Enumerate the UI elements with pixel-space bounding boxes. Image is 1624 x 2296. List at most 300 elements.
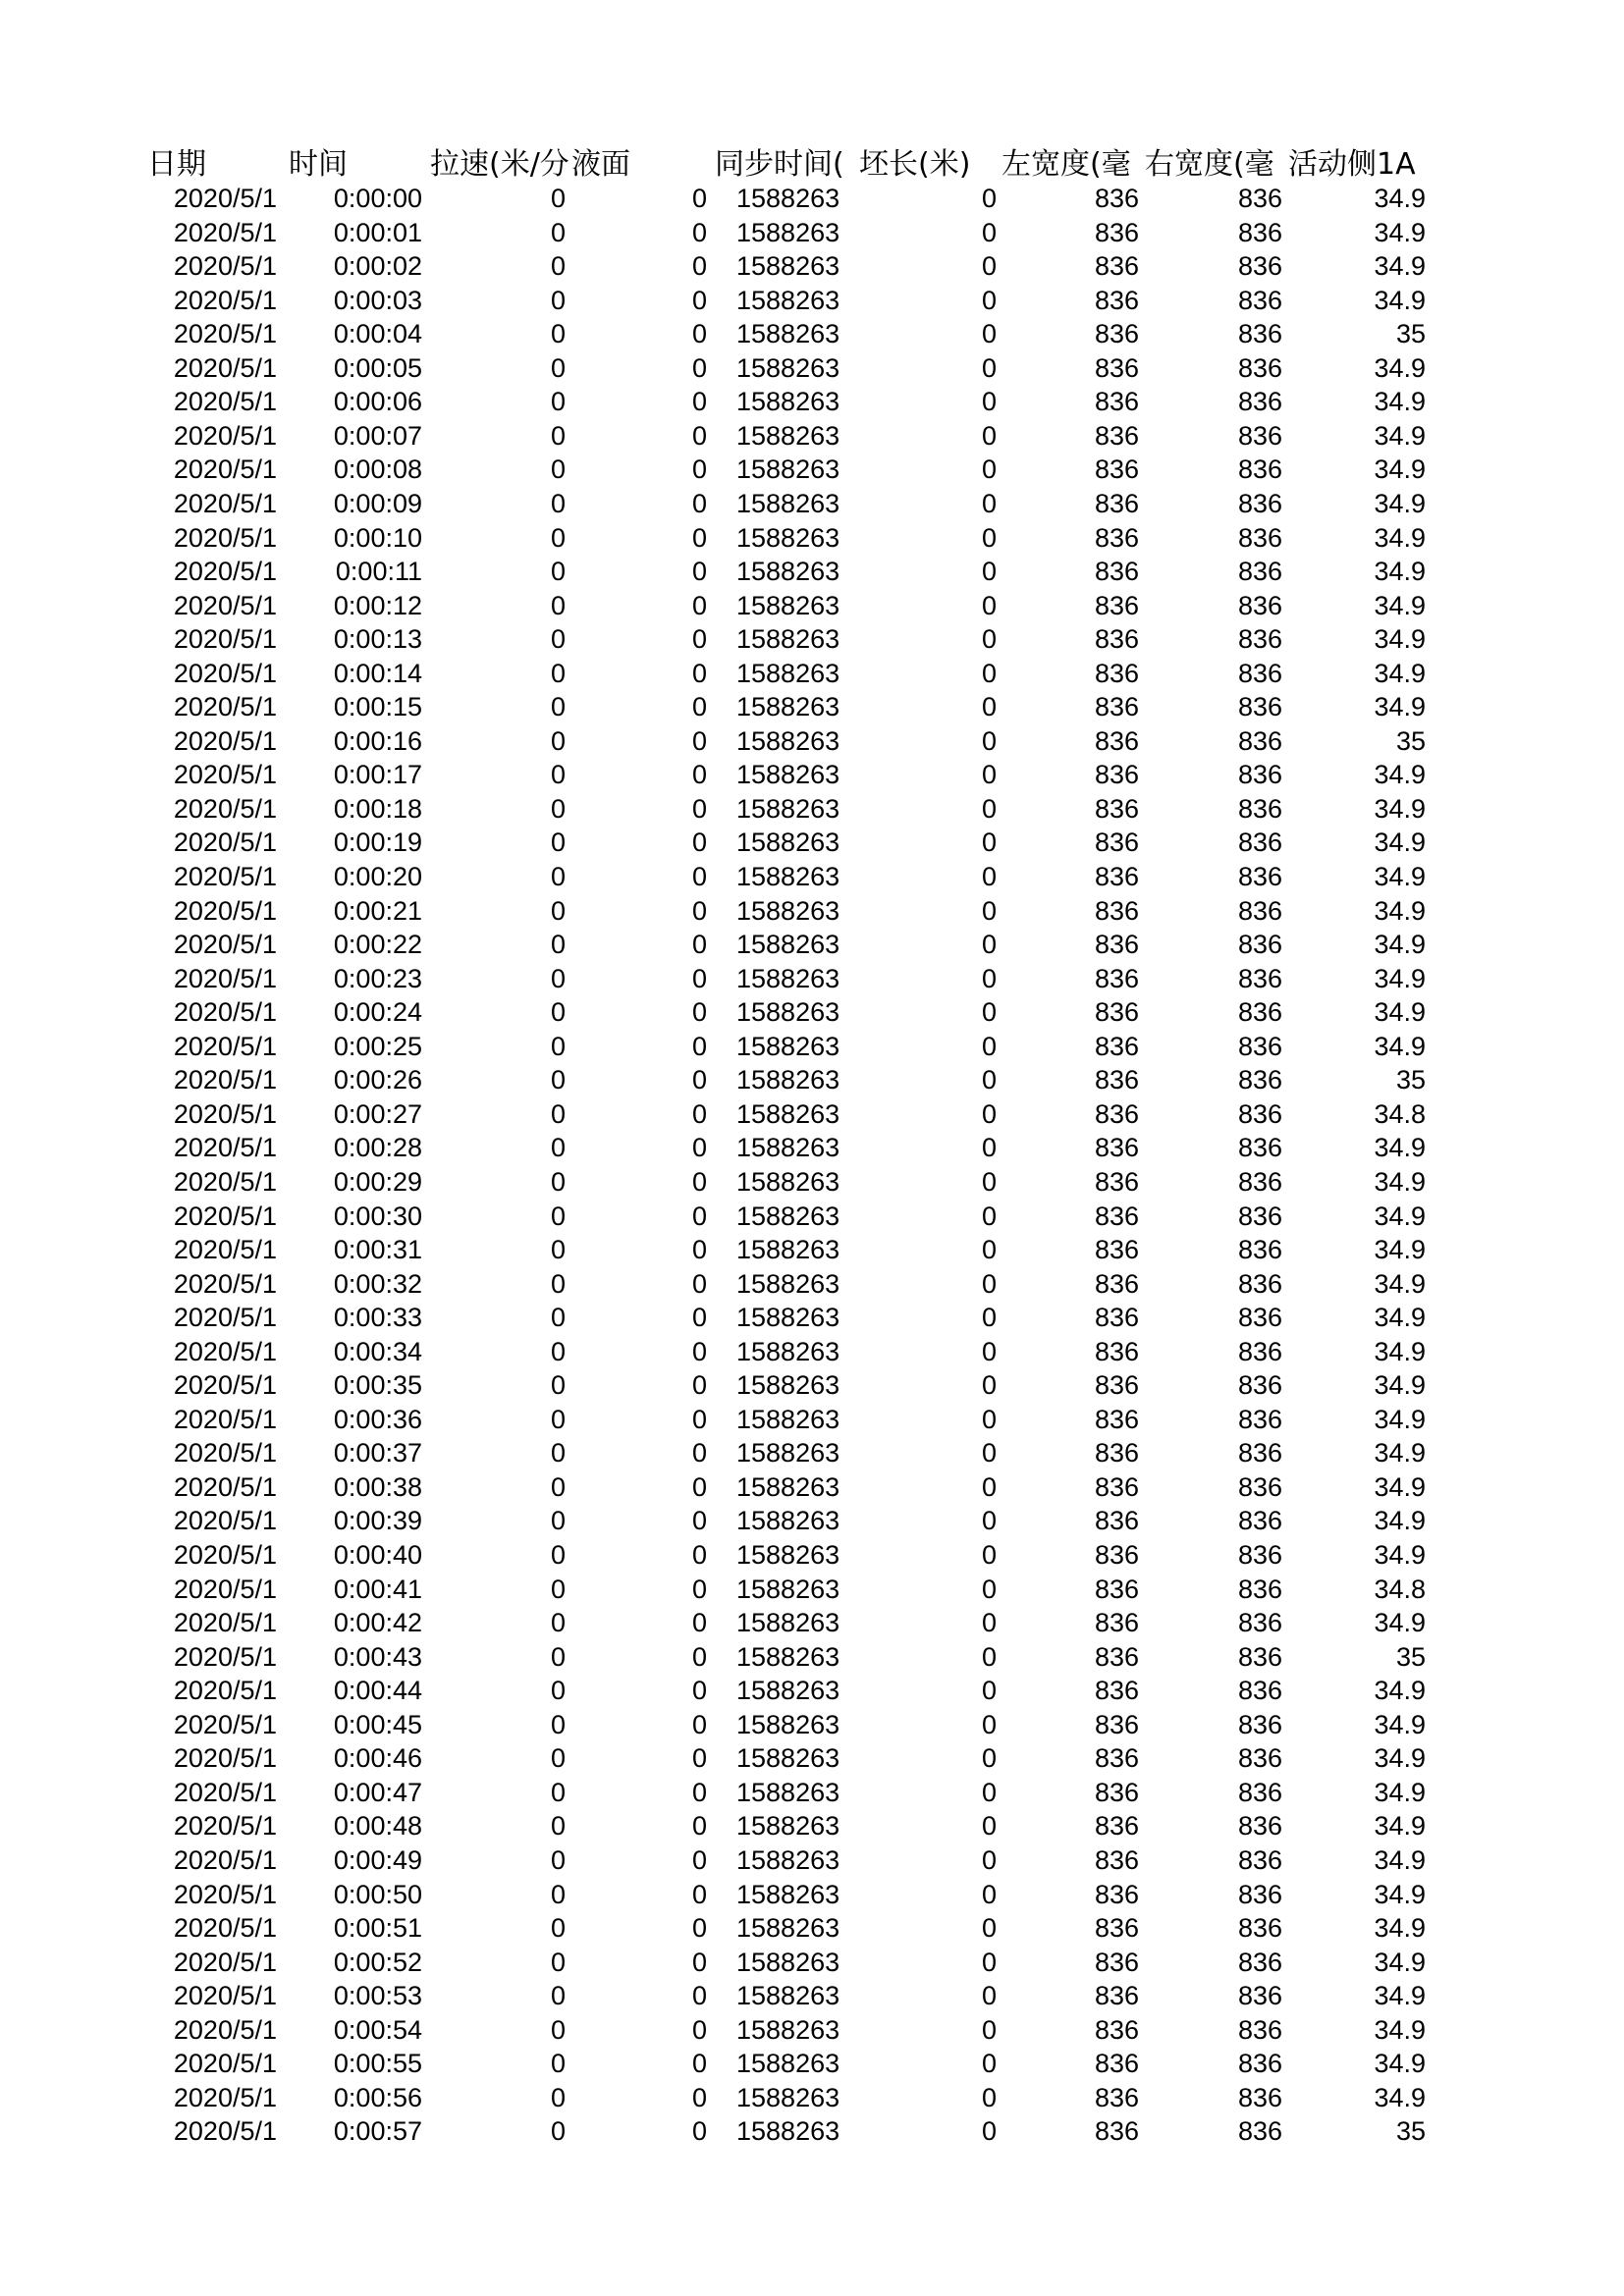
cell-right-width: 836	[1237, 454, 1282, 485]
cell-time: 0:00:03	[333, 285, 422, 315]
cell-left-width: 836	[1094, 658, 1139, 688]
cell-active-side-1a: 34.9	[1374, 217, 1426, 247]
cell-sync-time: 1588263	[736, 1844, 840, 1875]
cell-slab-length: 0	[981, 2116, 997, 2147]
cell-slab-length: 0	[981, 251, 997, 282]
cell-slab-length: 0	[981, 184, 997, 213]
cell-active-side-1a: 34.9	[1374, 1676, 1426, 1706]
cell-liquid-level: 0	[691, 1031, 707, 1061]
cell-time: 0:00:11	[335, 557, 422, 587]
table-row	[0, 419, 1624, 454]
cell-right-width: 836	[1237, 1065, 1282, 1095]
cell-casting-speed: 0	[550, 793, 566, 824]
cell-active-side-1a: 34.9	[1374, 1913, 1426, 1944]
header-cell-slab-length: 坯长(米)	[859, 147, 971, 182]
cell-sync-time: 1588263	[736, 1743, 840, 1774]
cell-time: 0:00:51	[333, 1913, 422, 1944]
table-row	[0, 487, 1624, 521]
cell-liquid-level: 0	[691, 387, 707, 417]
cell-left-width: 836	[1094, 793, 1139, 824]
cell-sync-time: 1588263	[736, 488, 840, 518]
cell-right-width: 836	[1237, 930, 1282, 960]
cell-left-width: 836	[1094, 1506, 1139, 1536]
cell-time: 0:00:07	[333, 420, 422, 451]
cell-casting-speed: 0	[550, 1709, 566, 1739]
header-cell-sync-time: 同步时间(	[715, 147, 844, 182]
cell-sync-time: 1588263	[736, 1777, 840, 1807]
cell-slab-length: 0	[981, 1676, 997, 1706]
cell-active-side-1a: 34.9	[1374, 2082, 1426, 2112]
cell-liquid-level: 0	[691, 420, 707, 451]
cell-date: 2020/5/1	[173, 1201, 277, 1231]
cell-time: 0:00:37	[333, 1438, 422, 1468]
cell-active-side-1a: 34.9	[1374, 1235, 1426, 1265]
cell-slab-length: 0	[981, 828, 997, 858]
cell-casting-speed: 0	[550, 251, 566, 282]
table-row	[0, 216, 1624, 250]
cell-right-width: 836	[1237, 760, 1282, 790]
cell-time: 0:00:32	[333, 1268, 422, 1299]
cell-active-side-1a: 34.9	[1374, 895, 1426, 926]
cell-time: 0:00:18	[333, 793, 422, 824]
table-row	[0, 385, 1624, 419]
cell-right-width: 836	[1237, 1166, 1282, 1197]
cell-date: 2020/5/1	[173, 557, 277, 587]
table-row	[0, 1470, 1624, 1505]
cell-slab-length: 0	[981, 725, 997, 756]
cell-casting-speed: 0	[550, 624, 566, 655]
cell-slab-length: 0	[981, 1981, 997, 2011]
cell-active-side-1a: 34.9	[1374, 184, 1426, 213]
cell-right-width: 836	[1237, 1574, 1282, 1604]
cell-time: 0:00:48	[333, 1811, 422, 1842]
cell-time: 0:00:29	[333, 1166, 422, 1197]
cell-right-width: 836	[1237, 488, 1282, 518]
cell-left-width: 836	[1094, 1166, 1139, 1197]
cell-date: 2020/5/1	[173, 997, 277, 1028]
cell-left-width: 836	[1094, 1913, 1139, 1944]
cell-active-side-1a: 34.9	[1374, 1268, 1426, 1299]
cell-time: 0:00:24	[333, 997, 422, 1028]
cell-left-width: 836	[1094, 590, 1139, 620]
cell-active-side-1a: 34.8	[1374, 1098, 1426, 1129]
cell-casting-speed: 0	[550, 319, 566, 349]
cell-active-side-1a: 34.9	[1374, 488, 1426, 518]
cell-casting-speed: 0	[550, 184, 566, 213]
cell-date: 2020/5/1	[173, 1065, 277, 1095]
cell-slab-length: 0	[981, 930, 997, 960]
table-row	[0, 995, 1624, 1030]
cell-date: 2020/5/1	[173, 2049, 277, 2079]
cell-date: 2020/5/1	[173, 1641, 277, 1672]
cell-liquid-level: 0	[691, 1608, 707, 1638]
cell-left-width: 836	[1094, 1608, 1139, 1638]
cell-liquid-level: 0	[691, 760, 707, 790]
cell-active-side-1a: 34.9	[1374, 1777, 1426, 1807]
cell-right-width: 836	[1237, 217, 1282, 247]
cell-casting-speed: 0	[550, 1981, 566, 2011]
cell-casting-speed: 0	[550, 725, 566, 756]
cell-slab-length: 0	[981, 1303, 997, 1333]
cell-slab-length: 0	[981, 557, 997, 587]
cell-active-side-1a: 34.9	[1374, 760, 1426, 790]
cell-liquid-level: 0	[691, 1438, 707, 1468]
header-cell-casting-speed: 拉速(米/分	[430, 147, 569, 182]
table-row	[0, 1979, 1624, 2013]
cell-liquid-level: 0	[691, 2116, 707, 2147]
cell-date: 2020/5/1	[173, 1844, 277, 1875]
cell-left-width: 836	[1094, 760, 1139, 790]
cell-slab-length: 0	[981, 1370, 997, 1401]
cell-casting-speed: 0	[550, 895, 566, 926]
cell-left-width: 836	[1094, 1336, 1139, 1366]
cell-active-side-1a: 34.9	[1374, 1303, 1426, 1333]
cell-time: 0:00:14	[333, 658, 422, 688]
table-row	[0, 1301, 1624, 1335]
cell-sync-time: 1588263	[736, 1981, 840, 2011]
cell-left-width: 836	[1094, 997, 1139, 1028]
cell-left-width: 836	[1094, 217, 1139, 247]
cell-left-width: 836	[1094, 895, 1139, 926]
cell-liquid-level: 0	[691, 1370, 707, 1401]
table-row	[0, 962, 1624, 996]
cell-sync-time: 1588263	[736, 692, 840, 722]
cell-sync-time: 1588263	[736, 1676, 840, 1706]
cell-slab-length: 0	[981, 1133, 997, 1163]
table-row	[0, 1097, 1624, 1132]
cell-liquid-level: 0	[691, 692, 707, 722]
cell-casting-speed: 0	[550, 1031, 566, 1061]
table-row	[0, 1267, 1624, 1302]
cell-slab-length: 0	[981, 1709, 997, 1739]
cell-active-side-1a: 34.9	[1374, 1336, 1426, 1366]
cell-date: 2020/5/1	[173, 930, 277, 960]
cell-active-side-1a: 34.9	[1374, 1981, 1426, 2011]
cell-slab-length: 0	[981, 590, 997, 620]
cell-slab-length: 0	[981, 2049, 997, 2079]
header-cell-right-width: 右宽度(毫	[1145, 147, 1274, 182]
table-row	[0, 860, 1624, 894]
cell-left-width: 836	[1094, 1947, 1139, 1977]
cell-right-width: 836	[1237, 557, 1282, 587]
cell-sync-time: 1588263	[736, 1540, 840, 1570]
cell-right-width: 836	[1237, 1913, 1282, 1944]
cell-sync-time: 1588263	[736, 895, 840, 926]
cell-slab-length: 0	[981, 1065, 997, 1095]
cell-date: 2020/5/1	[173, 1709, 277, 1739]
cell-sync-time: 1588263	[736, 1574, 840, 1604]
cell-active-side-1a: 34.9	[1374, 352, 1426, 383]
cell-left-width: 836	[1094, 1574, 1139, 1604]
cell-left-width: 836	[1094, 1743, 1139, 1774]
cell-time: 0:00:36	[333, 1404, 422, 1434]
cell-sync-time: 1588263	[736, 1913, 840, 1944]
cell-active-side-1a: 34.9	[1374, 251, 1426, 282]
cell-slab-length: 0	[981, 1913, 997, 1944]
cell-right-width: 836	[1237, 1031, 1282, 1061]
cell-right-width: 836	[1237, 184, 1282, 213]
cell-time: 0:00:05	[333, 352, 422, 383]
table-row	[0, 1368, 1624, 1403]
cell-sync-time: 1588263	[736, 828, 840, 858]
cell-casting-speed: 0	[550, 930, 566, 960]
cell-right-width: 836	[1237, 1947, 1282, 1977]
cell-left-width: 836	[1094, 1235, 1139, 1265]
cell-active-side-1a: 34.9	[1374, 1811, 1426, 1842]
cell-time: 0:00:46	[333, 1743, 422, 1774]
cell-date: 2020/5/1	[173, 725, 277, 756]
cell-time: 0:00:20	[333, 862, 422, 891]
cell-sync-time: 1588263	[736, 2116, 840, 2147]
table-row	[0, 1573, 1624, 1607]
cell-time: 0:00:56	[333, 2082, 422, 2112]
cell-slab-length: 0	[981, 692, 997, 722]
cell-date: 2020/5/1	[173, 1574, 277, 1604]
cell-liquid-level: 0	[691, 1065, 707, 1095]
cell-casting-speed: 0	[550, 1201, 566, 1231]
cell-time: 0:00:21	[333, 895, 422, 926]
cell-time: 0:00:01	[333, 217, 422, 247]
cell-right-width: 836	[1237, 1676, 1282, 1706]
cell-liquid-level: 0	[691, 557, 707, 587]
cell-liquid-level: 0	[691, 319, 707, 349]
header-cell-active-side-1a: 活动侧1A	[1288, 147, 1416, 182]
cell-liquid-level: 0	[691, 1913, 707, 1944]
cell-active-side-1a: 34.9	[1374, 1743, 1426, 1774]
cell-sync-time: 1588263	[736, 1098, 840, 1129]
cell-casting-speed: 0	[550, 862, 566, 891]
cell-slab-length: 0	[981, 1641, 997, 1672]
table-row	[0, 1606, 1624, 1640]
table-row	[0, 182, 1624, 216]
cell-slab-length: 0	[981, 1201, 997, 1231]
cell-active-side-1a: 34.9	[1374, 387, 1426, 417]
cell-liquid-level: 0	[691, 1844, 707, 1875]
cell-sync-time: 1588263	[736, 2082, 840, 2112]
cell-casting-speed: 0	[550, 2014, 566, 2045]
cell-slab-length: 0	[981, 1031, 997, 1061]
cell-date: 2020/5/1	[173, 522, 277, 553]
cell-active-side-1a: 34.9	[1374, 963, 1426, 993]
cell-right-width: 836	[1237, 387, 1282, 417]
cell-slab-length: 0	[981, 624, 997, 655]
cell-left-width: 836	[1094, 1641, 1139, 1672]
cell-active-side-1a: 34.9	[1374, 1844, 1426, 1875]
cell-left-width: 836	[1094, 251, 1139, 282]
cell-date: 2020/5/1	[173, 1235, 277, 1265]
cell-casting-speed: 0	[550, 997, 566, 1028]
cell-liquid-level: 0	[691, 184, 707, 213]
cell-liquid-level: 0	[691, 658, 707, 688]
cell-liquid-level: 0	[691, 285, 707, 315]
table-row	[0, 1843, 1624, 1878]
cell-left-width: 836	[1094, 1098, 1139, 1129]
cell-casting-speed: 0	[550, 1471, 566, 1502]
cell-right-width: 836	[1237, 420, 1282, 451]
cell-active-side-1a: 34.9	[1374, 1166, 1426, 1197]
cell-date: 2020/5/1	[173, 1404, 277, 1434]
cell-slab-length: 0	[981, 1098, 997, 1129]
cell-casting-speed: 0	[550, 2116, 566, 2147]
cell-date: 2020/5/1	[173, 1370, 277, 1401]
cell-right-width: 836	[1237, 1370, 1282, 1401]
cell-right-width: 836	[1237, 1540, 1282, 1570]
cell-date: 2020/5/1	[173, 590, 277, 620]
cell-active-side-1a: 34.9	[1374, 557, 1426, 587]
cell-liquid-level: 0	[691, 1676, 707, 1706]
cell-liquid-level: 0	[691, 2014, 707, 2045]
cell-left-width: 836	[1094, 285, 1139, 315]
cell-time: 0:00:39	[333, 1506, 422, 1536]
cell-date: 2020/5/1	[173, 1913, 277, 1944]
cell-sync-time: 1588263	[736, 251, 840, 282]
cell-slab-length: 0	[981, 2014, 997, 2045]
cell-right-width: 836	[1237, 1844, 1282, 1875]
cell-left-width: 836	[1094, 1268, 1139, 1299]
cell-sync-time: 1588263	[736, 658, 840, 688]
table-row	[0, 1741, 1624, 1776]
cell-active-side-1a: 34.9	[1374, 1540, 1426, 1570]
cell-casting-speed: 0	[550, 1268, 566, 1299]
table-row	[0, 1946, 1624, 1980]
cell-sync-time: 1588263	[736, 1471, 840, 1502]
cell-slab-length: 0	[981, 285, 997, 315]
cell-sync-time: 1588263	[736, 1404, 840, 1434]
cell-time: 0:00:23	[333, 963, 422, 993]
cell-sync-time: 1588263	[736, 624, 840, 655]
cell-right-width: 836	[1237, 624, 1282, 655]
cell-casting-speed: 0	[550, 1743, 566, 1774]
cell-active-side-1a: 34.9	[1374, 1471, 1426, 1502]
cell-left-width: 836	[1094, 692, 1139, 722]
cell-slab-length: 0	[981, 1743, 997, 1774]
cell-date: 2020/5/1	[173, 1336, 277, 1366]
cell-liquid-level: 0	[691, 1133, 707, 1163]
cell-right-width: 836	[1237, 285, 1282, 315]
cell-date: 2020/5/1	[173, 1268, 277, 1299]
cell-slab-length: 0	[981, 522, 997, 553]
cell-time: 0:00:45	[333, 1709, 422, 1739]
cell-liquid-level: 0	[691, 1947, 707, 1977]
cell-left-width: 836	[1094, 1303, 1139, 1333]
cell-left-width: 836	[1094, 1438, 1139, 1468]
cell-sync-time: 1588263	[736, 1166, 840, 1197]
cell-sync-time: 1588263	[736, 319, 840, 349]
cell-time: 0:00:08	[333, 454, 422, 485]
cell-right-width: 836	[1237, 1608, 1282, 1638]
cell-sync-time: 1588263	[736, 1641, 840, 1672]
cell-time: 0:00:34	[333, 1336, 422, 1366]
cell-active-side-1a: 35	[1395, 1641, 1426, 1672]
cell-casting-speed: 0	[550, 1641, 566, 1672]
table-row	[0, 1030, 1624, 1064]
cell-date: 2020/5/1	[173, 862, 277, 891]
cell-date: 2020/5/1	[173, 1811, 277, 1842]
cell-casting-speed: 0	[550, 828, 566, 858]
cell-time: 0:00:41	[333, 1574, 422, 1604]
cell-active-side-1a: 35	[1395, 2116, 1426, 2147]
cell-slab-length: 0	[981, 1879, 997, 1909]
cell-sync-time: 1588263	[736, 1336, 840, 1366]
cell-left-width: 836	[1094, 2014, 1139, 2045]
cell-right-width: 836	[1237, 1098, 1282, 1129]
cell-slab-length: 0	[981, 895, 997, 926]
cell-liquid-level: 0	[691, 1235, 707, 1265]
cell-slab-length: 0	[981, 963, 997, 993]
cell-date: 2020/5/1	[173, 1166, 277, 1197]
cell-active-side-1a: 34.9	[1374, 1506, 1426, 1536]
cell-left-width: 836	[1094, 1811, 1139, 1842]
cell-casting-speed: 0	[550, 1608, 566, 1638]
cell-left-width: 836	[1094, 319, 1139, 349]
cell-sync-time: 1588263	[736, 930, 840, 960]
cell-active-side-1a: 34.9	[1374, 1031, 1426, 1061]
cell-active-side-1a: 34.9	[1374, 997, 1426, 1028]
cell-casting-speed: 0	[550, 1506, 566, 1536]
cell-active-side-1a: 34.9	[1374, 658, 1426, 688]
cell-right-width: 836	[1237, 1201, 1282, 1231]
cell-date: 2020/5/1	[173, 793, 277, 824]
cell-casting-speed: 0	[550, 1811, 566, 1842]
cell-active-side-1a: 34.9	[1374, 930, 1426, 960]
table-row	[0, 894, 1624, 929]
cell-right-width: 836	[1237, 1879, 1282, 1909]
cell-right-width: 836	[1237, 1777, 1282, 1807]
cell-sync-time: 1588263	[736, 387, 840, 417]
table-row	[0, 1878, 1624, 1912]
cell-left-width: 836	[1094, 387, 1139, 417]
cell-liquid-level: 0	[691, 488, 707, 518]
cell-time: 0:00:22	[333, 930, 422, 960]
cell-liquid-level: 0	[691, 1709, 707, 1739]
table-row	[0, 928, 1624, 962]
cell-date: 2020/5/1	[173, 1471, 277, 1502]
cell-casting-speed: 0	[550, 1098, 566, 1129]
table-row	[0, 351, 1624, 386]
cell-liquid-level: 0	[691, 1540, 707, 1570]
cell-liquid-level: 0	[691, 895, 707, 926]
cell-time: 0:00:27	[333, 1098, 422, 1129]
cell-left-width: 836	[1094, 1471, 1139, 1502]
cell-active-side-1a: 34.9	[1374, 1404, 1426, 1434]
cell-right-width: 836	[1237, 1471, 1282, 1502]
cell-sync-time: 1588263	[736, 1303, 840, 1333]
cell-sync-time: 1588263	[736, 285, 840, 315]
cell-active-side-1a: 34.9	[1374, 2049, 1426, 2079]
cell-left-width: 836	[1094, 1844, 1139, 1875]
cell-right-width: 836	[1237, 522, 1282, 553]
cell-time: 0:00:17	[333, 760, 422, 790]
cell-slab-length: 0	[981, 862, 997, 891]
cell-active-side-1a: 34.9	[1374, 828, 1426, 858]
table-row	[0, 657, 1624, 691]
cell-right-width: 836	[1237, 862, 1282, 891]
cell-time: 0:00:15	[333, 692, 422, 722]
cell-liquid-level: 0	[691, 1574, 707, 1604]
cell-time: 0:00:06	[333, 387, 422, 417]
cell-sync-time: 1588263	[736, 590, 840, 620]
cell-time: 0:00:10	[333, 522, 422, 553]
cell-date: 2020/5/1	[173, 1133, 277, 1163]
cell-left-width: 836	[1094, 1879, 1139, 1909]
cell-time: 0:00:44	[333, 1676, 422, 1706]
cell-right-width: 836	[1237, 1133, 1282, 1163]
table-row	[0, 1063, 1624, 1097]
cell-slab-length: 0	[981, 997, 997, 1028]
cell-liquid-level: 0	[691, 1811, 707, 1842]
cell-casting-speed: 0	[550, 1574, 566, 1604]
cell-liquid-level: 0	[691, 1303, 707, 1333]
